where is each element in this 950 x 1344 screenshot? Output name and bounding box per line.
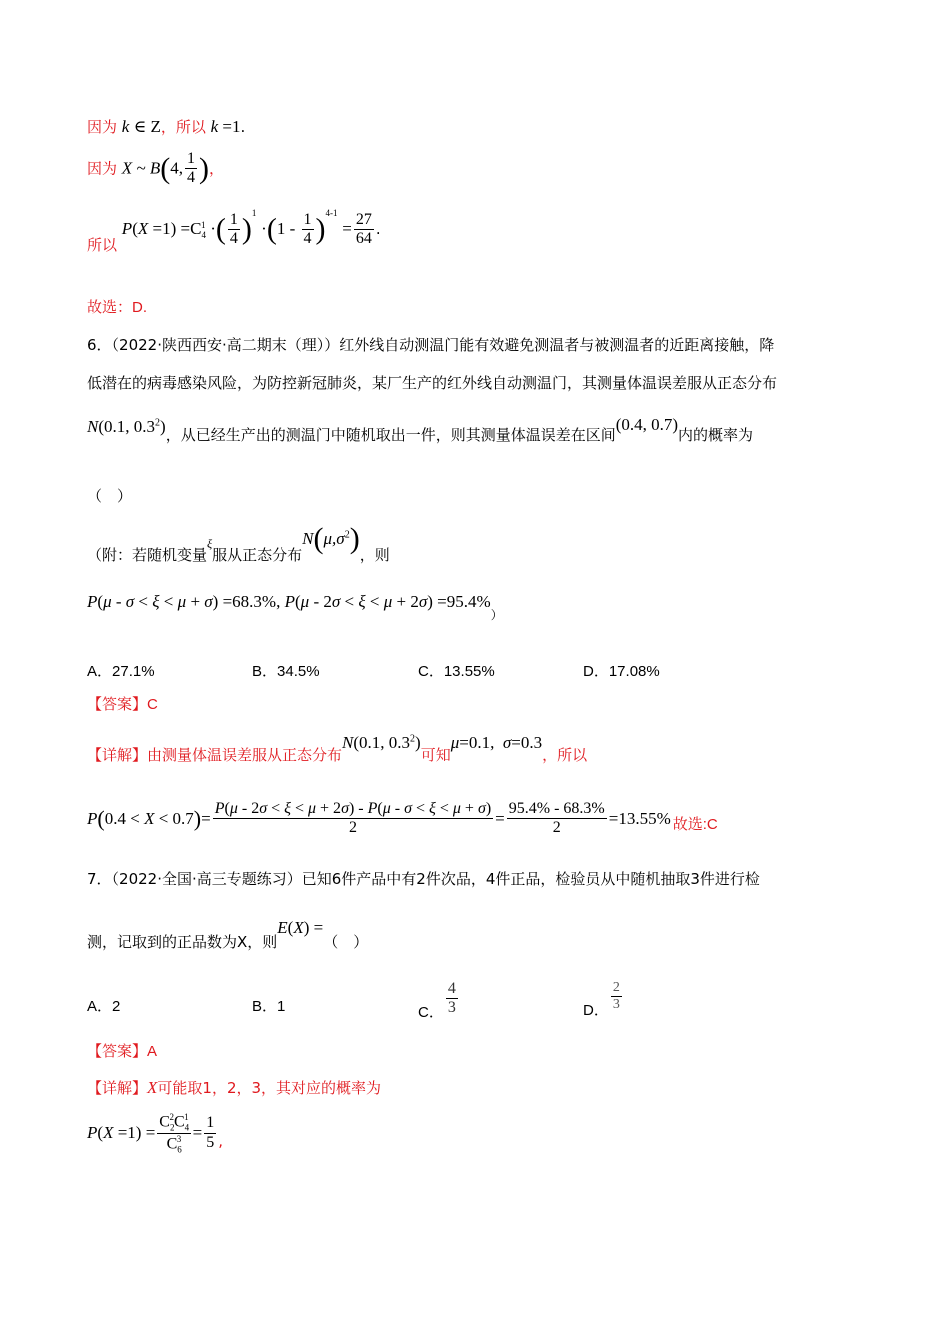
- q6-option-d[interactable]: D．17.08%: [583, 663, 660, 680]
- formula-sigma-rule: P(μ - σ < ξ < μ + σ) =68.3%, P(μ - 2σ < ξ < μ + 2σ) =95.4%: [87, 592, 491, 611]
- q7-text-line2: 测，记取到的正品数为X，则E(X) =（ ）: [87, 918, 369, 951]
- formula-x-binomial: X ~ B: [121, 158, 161, 178]
- q6-detail-line: 【详解】由测量体温误差服从正态分布N(0.1, $0.3^2$)可知μ=0.1, σ=0.3，所以: [87, 733, 588, 764]
- solution-line-binomial: 因为 X ~ B(4, $\frac{1}{4}$ )，: [87, 150, 225, 187]
- q6-option-a[interactable]: A．27.1%: [87, 663, 155, 680]
- formula-mu-sigma-values: μ=0.1, σ=0.3: [450, 733, 543, 752]
- formula-normal-dist-detail: N(0.1, $0.3^2$): [342, 733, 421, 752]
- solution-answer-d: 故选：D.: [87, 299, 148, 316]
- q6-answer: 【答案】C: [87, 696, 158, 713]
- solution-line-k: 因为 k ∈ Z，所以 k =1.: [87, 117, 246, 136]
- formula-k-in-z: k ∈ Z: [121, 117, 161, 136]
- q6-detail-formula: [87, 800, 718, 838]
- q7-text-line1: 7．（2022·全国·高三专题练习）已知6件产品中有2件次品，4件正品，检验员从中随机抽取3件进行检: [87, 870, 760, 888]
- formula-normal-dist: N(0.1, $0.3^2$): [87, 417, 166, 436]
- solution-line-probability: 所以 $P(X =1) =C_4^1$ ·( $\frac{1}{4}$ )$^1$ ·(1 - $\frac{1}{4}$ )$^{4-1}$ = $\frac{27}{64}$ .: [87, 208, 381, 254]
- formula-interval: (0.4, 0.7): [615, 415, 679, 434]
- q7-probability-formula: [87, 1112, 223, 1155]
- formula-p-x-1: $P(X =1) =C_4^1$ ·( $\frac{1}{4}$ )$^1$ ·(1 - $\frac{1}{4}$ )$^{4-1}$ = $\frac{27}{64}$ .: [121, 208, 381, 247]
- q7-answer: 【答案】A: [87, 1043, 158, 1060]
- formula-p-x-eq-1: P(X =1) = $\frac{C_2^2C_4^1}{C_6^3}$ = $\frac{1}{5}$ ,: [87, 1112, 224, 1155]
- formula-expectation: E(X) =: [277, 918, 324, 937]
- q6-note-line: （附：若随机变量ξ服从正态分布$N(\mu,\sigma^2)$，则: [87, 522, 390, 564]
- q6-answer-paren: （ ）: [87, 487, 133, 505]
- q6-option-b[interactable]: B．34.5%: [252, 663, 320, 680]
- q6-text-line2: 低潜在的病毒感染风险，为防控新冠肺炎，某厂生产的红外线自动测温门，其测量体温误差服从正态分布: [87, 374, 778, 392]
- q7-option-b[interactable]: B．1: [252, 998, 286, 1015]
- formula-interval-probability: P ( 0.4 < X < 0.7 ) = $\frac{P(\mu - 2\sigma < \xi < \mu + 2\sigma) - P(\mu - \sigma < \xi < \mu + \sigma)}{2}$ = $\frac{95.4\% - 68.3\%}{2}$ =13.55% 故选:C: [87, 800, 718, 837]
- q7-option-c[interactable]: C． $\frac{4}{3}$: [418, 980, 456, 1021]
- formula-xi: ξ: [207, 536, 213, 551]
- formula-k-eq-1: k =1: [210, 117, 241, 136]
- q6-text-line1: 6．（2022·陕西西安·高二期末（理））红外线自动测温门能有效避免测温者与被测温者的近距离接触，降: [87, 336, 775, 354]
- q6-formula-line: P(μ - σ < ξ < μ + σ) =68.3%, $P(\mu - 2\sigma < \xi < \mu + 2\sigma) =95.4\%_)$: [87, 592, 503, 622]
- q7-detail-line: 【详解】X可能取1，2，3，其对应的概率为: [87, 1078, 382, 1097]
- q7-option-a[interactable]: A．2: [87, 998, 121, 1015]
- formula-normal-mu-sigma: N: [302, 528, 314, 548]
- q7-option-d[interactable]: D． $\frac{2}{3}$: [583, 980, 620, 1019]
- q6-option-c[interactable]: C．13.55%: [418, 663, 495, 680]
- q6-text-line3: N(0.1, $0.3^2$)，从已经生产出的测温门中随机取出一件，则其测量体温误差在区间(0.4, 0.7)内的概率为: [87, 415, 754, 444]
